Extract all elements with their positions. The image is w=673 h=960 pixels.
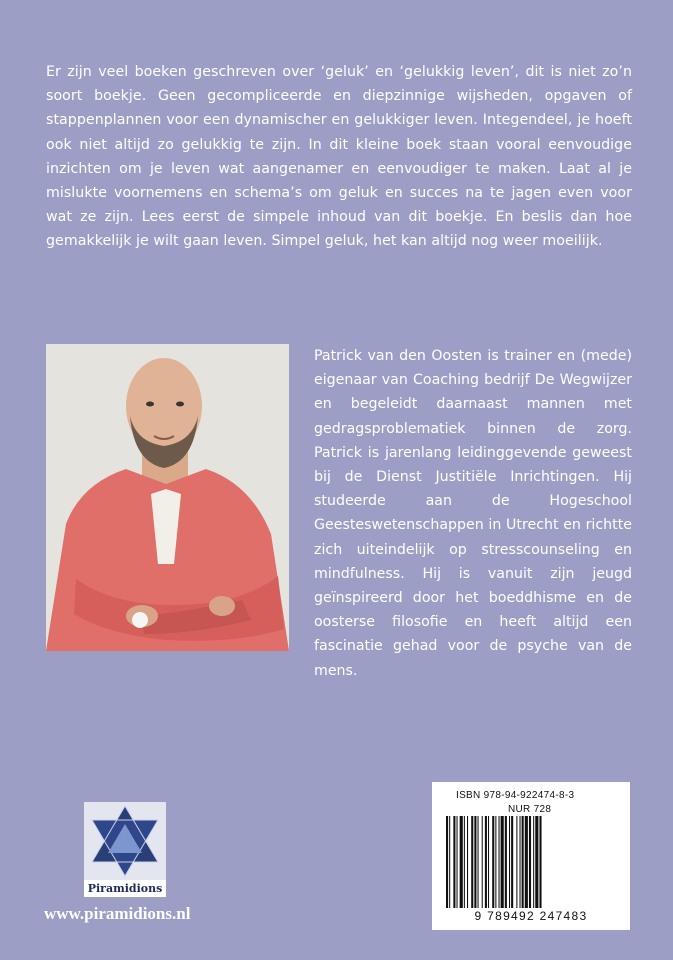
back-cover-blurb: Er zijn veel boeken geschreven over ‘geluk’ en ‘gelukkig leven’, dit is niet zo’n soort boekje. Geen gecompliceerde en diepzinnige wijsheden, opgaven of stappenplannen voor een dynamischer en gelukkiger leven. Integendeel, je hoeft ook niet altijd zo gelukkig te zijn. In dit kleine boek staan vooral eenvoudige inzichten om je leven wat aangenamer en eenvoudiger te maken. Laat al je mislukte voornemens en schema’s om geluk en succes na te jagen even voor wat ze zijn. Lees eerst de simpele inhoud van dit boekje. En beslis dan hoe gemakkelijk je wilt gaan leven. Simpel geluk, het kan altijd nog weer moeilijk. xyxy=(46,64,632,250)
isbn-label: ISBN 978-94-922474-8-3 xyxy=(456,790,575,801)
author-bio: Patrick van den Oosten is trainer en (mede) eigenaar van Coaching bedrijf De Wegwijzer en begeleidt daarnaast mannen met gedragsproblematiek binnen de zorg. Patrick is jarenlang leidinggevende geweest bij de Dienst Justitiële Inrichtingen. Hij studeerde aan de Hogeschool Geesteswetenschappen in Utrecht en richtte zich uiteindelijk op stresscounseling en mindfulness. Hij is vanuit zijn jeugd geïnspireerd door het boeddhisme en de oosterse filosofie en heeft altijd een fascinatie gehad voor de psyche van de mens. xyxy=(314,348,632,679)
isbn-barcode-panel xyxy=(432,782,630,930)
publisher-website: www.piramidions.nl xyxy=(44,904,191,923)
nur-label: NUR 728 xyxy=(508,804,552,815)
barcode-digits: 9 789492 247483 xyxy=(474,909,588,923)
barcode-bars xyxy=(444,816,618,908)
author-photo xyxy=(46,344,289,651)
publisher-name: Piramidions xyxy=(84,880,166,897)
